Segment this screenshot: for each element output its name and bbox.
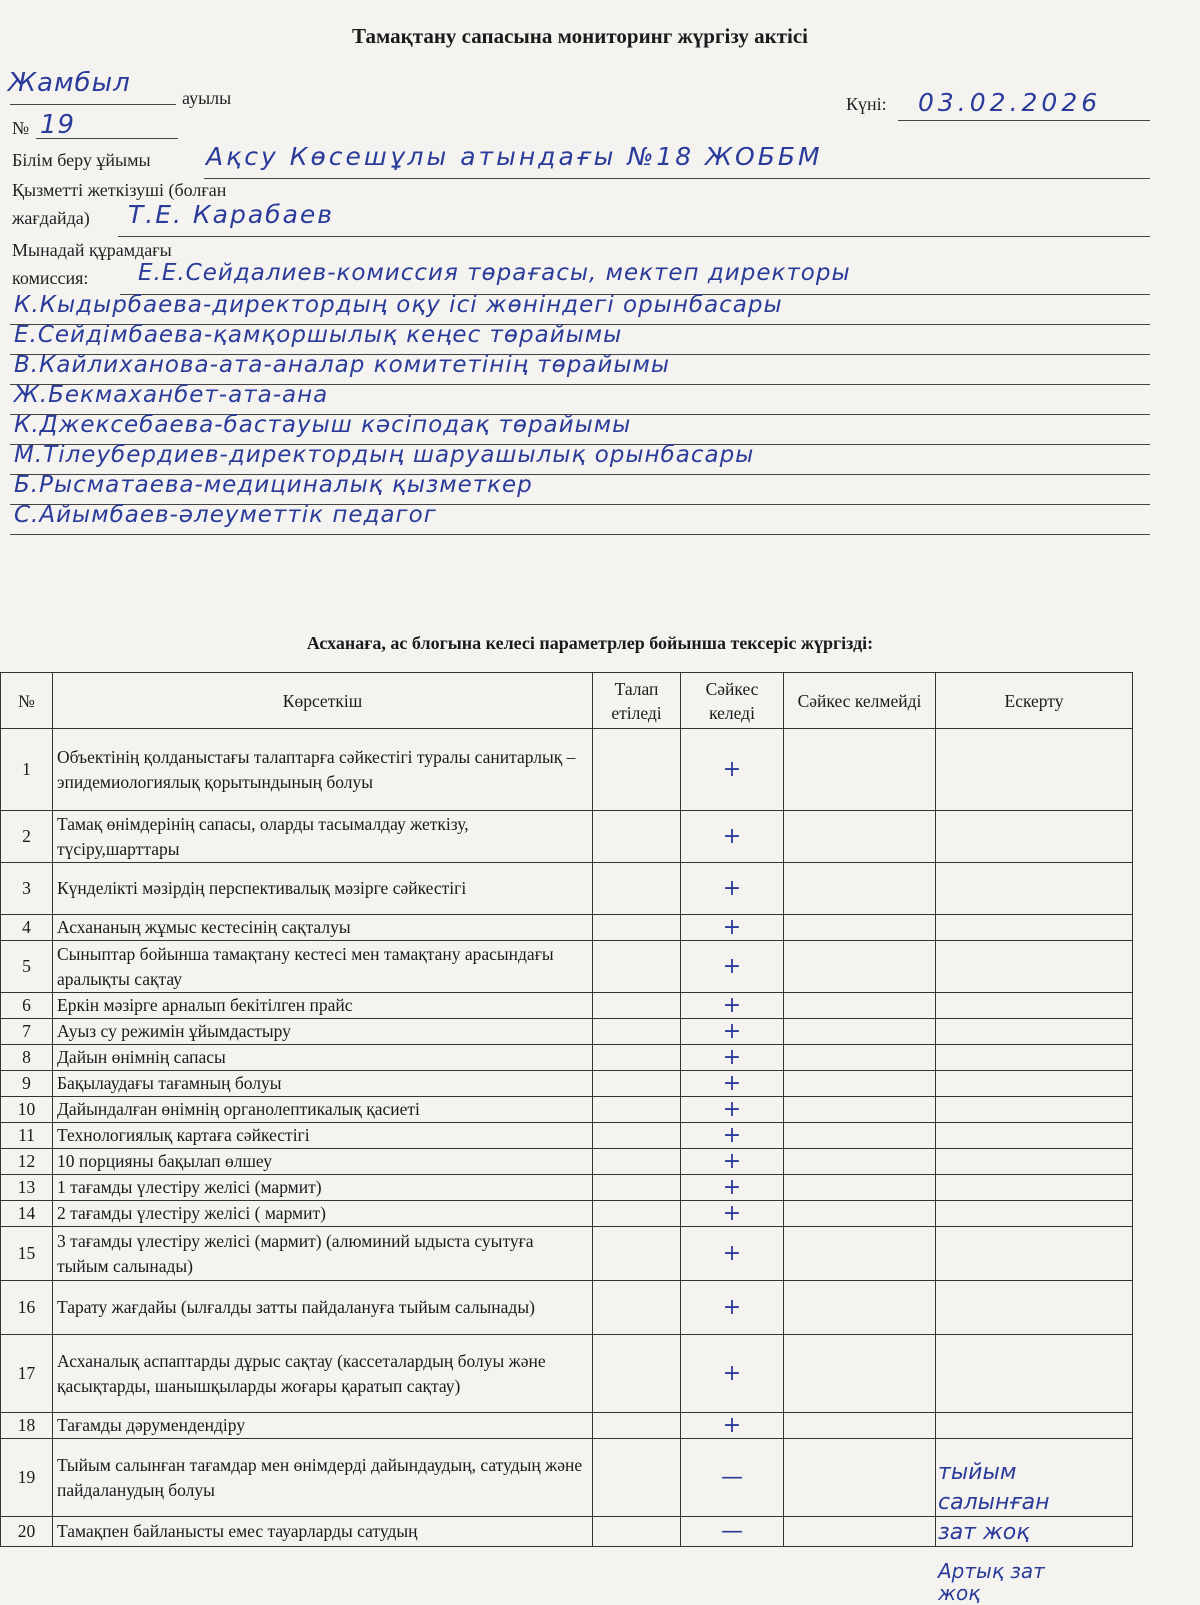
row-note-cell [936,863,1133,915]
row-note-cell [936,1097,1133,1123]
row-compliant-mark: + [681,915,784,941]
commission-underline [10,534,1150,535]
row-required-cell [593,1045,681,1071]
table-row [1,1045,1133,1071]
row-indicator: Бақылаудағы тағамның болуы [53,1071,593,1097]
row-note-cell [936,993,1133,1019]
table-row [1,1413,1133,1439]
row-number: 9 [1,1071,53,1097]
header-compliant: Сәйкес келеді [681,673,784,729]
row-noncompliant-cell [784,811,936,863]
row-noncompliant-cell [784,1335,936,1413]
row-required-cell [593,1149,681,1175]
table-header-row [1,673,1133,729]
row-compliant-mark: + [681,863,784,915]
row-indicator: Асханалық аспаптарды дұрыс сақтау (кассеталардың болуы және қасықтарды, шанышқыларды жоғары қаратып сақтау) [53,1335,593,1413]
village-label: ауылы [182,88,232,108]
row-note-cell [936,1045,1133,1071]
row-compliant-mark: — [681,1439,784,1517]
row-noncompliant-cell [784,863,936,915]
row-number: 12 [1,1149,53,1175]
header-noncompliant: Сәйкес келмейді [784,673,936,729]
org-value: Ақсу Көсешұлы атындағы №18 ЖОББМ [206,142,823,171]
row-required-cell [593,993,681,1019]
table-row [1,1227,1133,1281]
row-note-cell [936,1201,1133,1227]
row-compliant-mark: + [681,1097,784,1123]
supplier-underline [118,236,1150,237]
table-row [1,1281,1133,1335]
row-compliant-mark: + [681,1045,784,1071]
row-note-cell [936,1175,1133,1201]
table-row [1,811,1133,863]
row-indicator: Күнделікті мәзірдің перспективалық мәзірге сәйкестігі [53,863,593,915]
row-number: 17 [1,1335,53,1413]
row-indicator: 3 тағамды үлестіру желісі (мармит) (алюминий ыдыста суытуға тыйым салынады) [53,1227,593,1281]
header-num: № [1,673,53,729]
row-noncompliant-cell [784,1227,936,1281]
supplier-label-2: жағдайда) [12,208,90,228]
row-note-cell [936,1227,1133,1281]
row-indicator: Объектінің қолданыстағы талаптарға сәйкестігі туралы санитарлық – эпидемиологиялық қорытындының болуы [53,729,593,811]
row-noncompliant-cell [784,993,936,1019]
row-number: 7 [1,1019,53,1045]
row-indicator: Еркін мәзірге арналып бекітілген прайс [53,993,593,1019]
row-number: 1 [1,729,53,811]
row-indicator: 2 тағамды үлестіру желісі ( мармит) [53,1201,593,1227]
table-row [1,1335,1133,1413]
commission-member: В.Кайлиханова-ата-аналар комитетінің төрайымы [14,352,671,378]
table-row [1,1019,1133,1045]
commission-member: Б.Рысматаева-медициналық қызметкер [14,472,533,498]
table-row [1,863,1133,915]
row-compliant-mark: + [681,1335,784,1413]
supplier-label-1: Қызметті жеткізуші (болған [12,180,227,200]
table-row [1,941,1133,993]
table-row [1,1149,1133,1175]
row-noncompliant-cell [784,1413,936,1439]
header-required: Талап етіледі [593,673,681,729]
commission-member: Е.Сейдімбаева-қамқоршылық кеңес төрайымы [14,322,623,348]
row-note-cell [936,1281,1133,1335]
row-required-cell [593,1175,681,1201]
row-required-cell [593,1071,681,1097]
commission-member: С.Айымбаев-әлеуметтік педагог [14,502,437,528]
row-required-cell [593,1019,681,1045]
row-noncompliant-cell [784,1201,936,1227]
row-note-cell [936,1335,1133,1413]
row-note-cell [936,1413,1133,1439]
row-compliant-mark: + [681,811,784,863]
village-underline [10,104,176,105]
commission-chair: Е.Е.Сейдалиев-комиссия төрағасы, мектеп директоры [138,260,851,286]
row-noncompliant-cell [784,915,936,941]
row-noncompliant-cell [784,1019,936,1045]
row-required-cell [593,1413,681,1439]
header-indicator: Көрсеткіш [53,673,593,729]
row-indicator: Асхананың жұмыс кестесінің сақталуы [53,915,593,941]
inspection-table [0,672,1133,1547]
handwritten-note-row-19: тыйым салынған зат жоқ [938,1460,1050,1545]
table-row [1,729,1133,811]
row-required-cell [593,915,681,941]
row-note-cell [936,941,1133,993]
section-title: Асханаға, ас блогына келесі параметрлер бойынша тексеріс жүргізді: [306,633,874,653]
number-value: 19 [40,110,76,140]
row-indicator: Сыныптар бойынша тамақтану кестесі мен тамақтану арасындағы аралықты сақтау [53,941,593,993]
row-noncompliant-cell [784,1123,936,1149]
row-noncompliant-cell [784,1071,936,1097]
row-number: 19 [1,1439,53,1517]
row-indicator: Дайындалған өнімнің органолептикалық қасиеті [53,1097,593,1123]
row-indicator: Ауыз су режимін ұйымдастыру [53,1019,593,1045]
row-noncompliant-cell [784,1281,936,1335]
row-indicator: 10 порцияны бақылап өлшеу [53,1149,593,1175]
row-required-cell [593,1123,681,1149]
row-required-cell [593,1201,681,1227]
commission-member: К.Джексебаева-бастауыш кәсіподақ төрайымы [14,412,632,438]
village-value: Жамбыл [8,68,131,98]
row-indicator: Дайын өнімнің сапасы [53,1045,593,1071]
row-number: 18 [1,1413,53,1439]
table-row [1,1123,1133,1149]
row-number: 4 [1,915,53,941]
row-noncompliant-cell [784,1149,936,1175]
table-row [1,1097,1133,1123]
document-title: Тамақтану сапасына мониторинг жүргізу актісі [352,24,808,48]
row-compliant-mark: + [681,1071,784,1097]
row-indicator: Тамақ өнімдерінің сапасы, оларды тасымалдау жеткізу, түсіру,шарттары [53,811,593,863]
row-required-cell [593,811,681,863]
row-number: 10 [1,1097,53,1123]
row-compliant-mark: + [681,1201,784,1227]
row-noncompliant-cell [784,1517,936,1547]
row-note-cell [936,915,1133,941]
row-number: 15 [1,1227,53,1281]
commission-member: Ж.Бекмаханбет-ата-ана [14,382,329,408]
row-required-cell [593,941,681,993]
row-indicator: Тарату жағдайы (ылғалды затты пайдалануға тыйым салынады) [53,1281,593,1335]
row-indicator: Тыйым салынған тағамдар мен өнімдерді дайындаудың, сатудың және пайдаланудың болуы [53,1439,593,1517]
row-indicator: Тамақпен байланысты емес тауарларды сатудың [53,1517,593,1547]
date-label: Күні: [846,94,887,114]
row-compliant-mark: + [681,1281,784,1335]
row-compliant-mark: + [681,993,784,1019]
row-indicator: 1 тағамды үлестіру желісі (мармит) [53,1175,593,1201]
row-note-cell [936,1123,1133,1149]
row-compliant-mark: + [681,1227,784,1281]
org-label: Білім беру ұйымы [12,150,151,170]
row-note-cell [936,1149,1133,1175]
row-compliant-mark: + [681,729,784,811]
row-required-cell [593,1517,681,1547]
commission-member: К.Кыдырбаева-директордың оқу ісі жөніндегі орынбасары [14,292,783,318]
row-indicator: Технологиялық картаға сәйкестігі [53,1123,593,1149]
row-noncompliant-cell [784,729,936,811]
row-compliant-mark: + [681,1149,784,1175]
table-row [1,1175,1133,1201]
row-required-cell [593,1227,681,1281]
commission-label-1: Мынадай құрамдағы [12,240,172,260]
row-note-cell [936,1019,1133,1045]
number-underline [36,138,178,139]
row-number: 5 [1,941,53,993]
row-note-cell [936,729,1133,811]
row-number: 11 [1,1123,53,1149]
row-noncompliant-cell [784,1439,936,1517]
commission-member: М.Тілеубердиев-директордың шаруашылық орынбасары [14,442,755,468]
row-compliant-mark: — [681,1517,784,1547]
row-number: 16 [1,1281,53,1335]
row-compliant-mark: + [681,1123,784,1149]
handwritten-note-row-20: Артық зат жоқ [938,1559,1045,1605]
row-number: 3 [1,863,53,915]
table-row [1,915,1133,941]
row-number: 8 [1,1045,53,1071]
row-required-cell [593,863,681,915]
row-required-cell [593,729,681,811]
number-prefix: № [12,118,30,138]
date-value: 03.02.2026 [918,88,1102,117]
row-noncompliant-cell [784,1175,936,1201]
row-compliant-mark: + [681,1019,784,1045]
row-noncompliant-cell [784,941,936,993]
row-number: 13 [1,1175,53,1201]
row-number: 6 [1,993,53,1019]
row-note-cell [936,811,1133,863]
row-noncompliant-cell [784,1045,936,1071]
row-required-cell [593,1281,681,1335]
row-compliant-mark: + [681,1413,784,1439]
date-underline [898,120,1150,121]
table-row [1,993,1133,1019]
row-compliant-mark: + [681,941,784,993]
supplier-value: Т.Е. Карабаев [128,200,335,229]
row-required-cell [593,1439,681,1517]
row-number: 14 [1,1201,53,1227]
table-row [1,1201,1133,1227]
header-note: Ескерту [936,673,1133,729]
row-number: 2 [1,811,53,863]
commission-label-2: комиссия: [12,268,89,288]
row-note-cell [936,1071,1133,1097]
row-required-cell [593,1335,681,1413]
org-underline [204,178,1150,179]
row-indicator: Тағамды дәрумендендіру [53,1413,593,1439]
row-compliant-mark: + [681,1175,784,1201]
table-row [1,1071,1133,1097]
row-noncompliant-cell [784,1097,936,1123]
row-required-cell [593,1097,681,1123]
row-number: 20 [1,1517,53,1547]
